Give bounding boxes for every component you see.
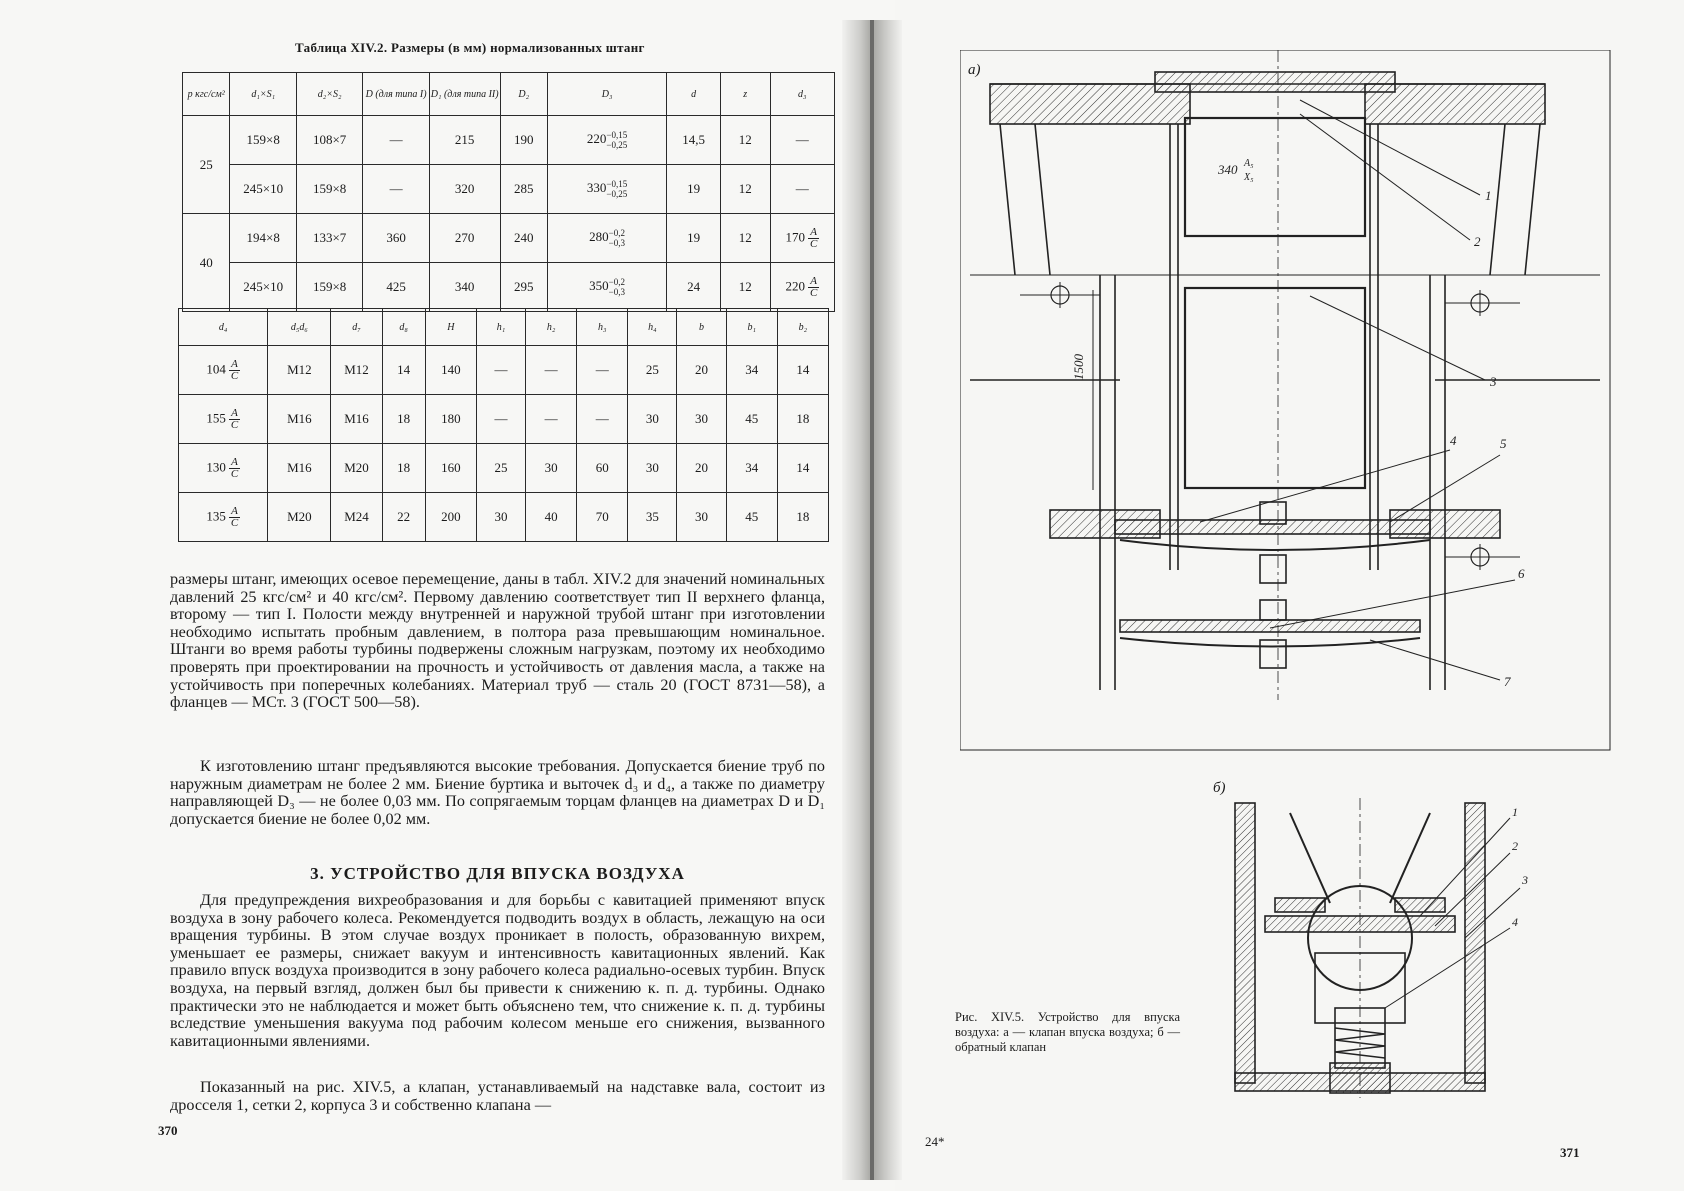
table-cell: 25: [476, 444, 525, 493]
section-heading: 3. УСТРОЙСТВО ДЛЯ ВПУСКА ВОЗДУХА: [310, 864, 685, 883]
tolerance-base: 220: [586, 130, 607, 146]
table-cell: 12: [720, 116, 770, 165]
table-cell: 19: [667, 214, 721, 263]
figure-caption: Рис. XIV.5. Устройство для впуска воздуха: а — клапан впуска воздуха; б — обратный клапан: [955, 1010, 1180, 1054]
page-number: 370: [158, 1123, 178, 1138]
fit-denominator: C: [809, 237, 818, 250]
callout-number: 6: [1518, 566, 1525, 581]
fit-denominator: C: [230, 467, 239, 480]
table-cell: 190: [500, 116, 547, 165]
table-cell: M20: [268, 493, 331, 542]
fit-cell: [770, 214, 834, 263]
fit-label-number: 340: [1218, 162, 1238, 177]
table-cell: —: [577, 346, 628, 395]
table-cell: 35: [628, 493, 677, 542]
tolerance-base: 280: [589, 228, 609, 244]
table-cell: —: [363, 165, 429, 214]
fit-cell: [770, 263, 834, 312]
callout-number: 2: [1512, 839, 1518, 853]
table-cell: 320: [429, 165, 500, 214]
fit-numerator: A: [231, 455, 238, 468]
table-cell: 140: [425, 346, 476, 395]
table-header-cell: d₁×S₁: [230, 73, 296, 116]
callout-number: 5: [1500, 436, 1507, 451]
tolerance-upper: −0,15: [606, 130, 628, 140]
table-cell: 70: [577, 493, 628, 542]
table-cell: 34: [726, 346, 777, 395]
table-cell: 270: [429, 214, 500, 263]
table-header-cell: z: [720, 73, 770, 116]
table-cell: 25: [628, 346, 677, 395]
fit-value: 155: [206, 409, 226, 425]
table-header-cell: d₅d₆: [268, 309, 331, 346]
table-cell: M12: [268, 346, 331, 395]
table-cell: 30: [677, 493, 726, 542]
table-cell: 12: [720, 263, 770, 312]
fit-cell: [179, 493, 268, 542]
valve-assembly-drawing: [960, 50, 1620, 770]
fit-label-top: A₅: [1244, 158, 1254, 169]
table-cell: 14: [777, 444, 828, 493]
table-cell: M20: [331, 444, 382, 493]
table-cell: —: [770, 165, 834, 214]
callout-number: 3: [1490, 374, 1497, 389]
table-cell: M16: [331, 395, 382, 444]
dimension-label: 1500: [1071, 354, 1086, 380]
table-cell: 30: [476, 493, 525, 542]
table-row: [179, 493, 829, 542]
tolerance-lower: −0,25: [606, 140, 628, 150]
fit-value: 104: [206, 360, 226, 376]
table-header-row: [179, 309, 829, 346]
table-cell: —: [476, 395, 525, 444]
tolerance-base: 350: [589, 277, 609, 293]
table-cell: 19: [667, 165, 721, 214]
fit-value: 170: [785, 228, 806, 244]
fit-denominator: C: [230, 418, 239, 431]
table-header-cell: d₇: [331, 309, 382, 346]
table-cell: —: [577, 395, 628, 444]
callout-number: 4: [1450, 433, 1457, 448]
table-cell: 14,5: [667, 116, 721, 165]
table-cell: 425: [363, 263, 429, 312]
spine-shadow: [870, 20, 874, 1180]
callout-number: 1: [1512, 805, 1518, 819]
table-cell: 40: [526, 493, 577, 542]
fit-cell: [179, 346, 268, 395]
table-cell: 45: [726, 493, 777, 542]
tolerance-base: 330: [586, 179, 607, 195]
table-cell: 159×8: [296, 263, 362, 312]
table-header-cell: h₄: [628, 309, 677, 346]
dimensions-table-lower: [178, 308, 829, 542]
tolerance-upper: −0,2: [608, 277, 625, 287]
table-cell: M12: [331, 346, 382, 395]
table-cell: 245×10: [230, 263, 296, 312]
tolerance-cell: [547, 263, 666, 312]
signature-mark: 24*: [925, 1134, 945, 1149]
book-gutter: [842, 20, 902, 1180]
tolerance-cell: [547, 214, 666, 263]
table-cell: 45: [726, 395, 777, 444]
table-cell: 215: [429, 116, 500, 165]
table-header-row: [183, 73, 835, 116]
tolerance-cell: [547, 116, 666, 165]
table-cell: 360: [363, 214, 429, 263]
table-header-cell: b₁: [726, 309, 777, 346]
table-caption: Таблица XIV.2. Размеры (в мм) нормализованных штанг: [295, 40, 645, 55]
table-header-cell: D (для типа I): [363, 73, 429, 116]
pressure-cell: 25: [183, 116, 230, 214]
callout-number: 3: [1522, 873, 1528, 887]
table-cell: —: [363, 116, 429, 165]
fit-value: 130: [206, 458, 226, 474]
table-cell: M16: [268, 395, 331, 444]
table-header-cell: d₂×S₂: [296, 73, 362, 116]
body-paragraph: Показанный на рис. XIV.5, а клапан, устанавливаемый на надставке вала, состоит из дросселя 1, сетки 2, корпуса 3 и собственно клапана —: [170, 1078, 825, 1114]
callout-number: 7: [1504, 674, 1511, 689]
table-cell: 30: [628, 444, 677, 493]
table-cell: 295: [500, 263, 547, 312]
table-cell: 240: [500, 214, 547, 263]
table-cell: 12: [720, 165, 770, 214]
table-cell: 194×8: [230, 214, 296, 263]
figure-label-a: а): [968, 62, 981, 78]
tolerance-upper: −0,2: [608, 228, 625, 238]
table-row: [183, 263, 835, 312]
fit-label-bottom: X₅: [1244, 172, 1254, 183]
table-cell: 18: [777, 493, 828, 542]
table-cell: 18: [777, 395, 828, 444]
figure-label-b: б): [1213, 780, 1226, 796]
table-header-cell: d₈: [382, 309, 425, 346]
table-cell: 133×7: [296, 214, 362, 263]
table-cell: 30: [526, 444, 577, 493]
table-header-cell: h₃: [577, 309, 628, 346]
table-header-cell: h₂: [526, 309, 577, 346]
table-cell: —: [476, 346, 525, 395]
table-header-cell: d: [667, 73, 721, 116]
table-cell: 20: [677, 346, 726, 395]
table-cell: 108×7: [296, 116, 362, 165]
table-cell: M24: [331, 493, 382, 542]
callout-number: 1: [1485, 188, 1492, 203]
table-cell: 22: [382, 493, 425, 542]
table-header-cell: h₁: [476, 309, 525, 346]
table-row: [179, 444, 829, 493]
table-cell: 34: [726, 444, 777, 493]
fit-numerator: A: [231, 504, 238, 517]
table-cell: —: [526, 395, 577, 444]
check-valve-drawing: [1220, 798, 1550, 1108]
table-cell: 14: [382, 346, 425, 395]
table-cell: 245×10: [230, 165, 296, 214]
table-cell: 200: [425, 493, 476, 542]
table-cell: 285: [500, 165, 547, 214]
table-row: [183, 165, 835, 214]
fit-cell: [179, 395, 268, 444]
fit-numerator: A: [231, 357, 238, 370]
table-header-cell: H: [425, 309, 476, 346]
fit-denominator: C: [809, 286, 818, 299]
table-row: [183, 214, 835, 263]
table-cell: 24: [667, 263, 721, 312]
table-cell: 30: [628, 395, 677, 444]
table-header-cell: D₂: [500, 73, 547, 116]
fit-numerator: A: [231, 406, 238, 419]
fit-denominator: C: [230, 369, 239, 382]
table-cell: —: [770, 116, 834, 165]
callout-number: 2: [1474, 234, 1481, 249]
fit-cell: [179, 444, 268, 493]
fit-value: 135: [206, 507, 226, 523]
tolerance-lower: −0,25: [606, 189, 628, 199]
body-paragraph: размеры штанг, имеющих осевое перемещение, даны в табл. XIV.2 для значений номинальных давлений 25 кгс/см² и 40 кгс/см². Первому давлению соответствует тип II верхнего фланца, второму — тип I. Полости между внутренней и наружной трубой штанг при изготовлении необходимо испытать пробным давлением, в полтора раза превышающим номинальное. Штанги во время работы турбины подвержены сложным нагрузкам, поэтому их необходимо проверять при проектировании на прочность и устойчивость от давления масла, а также на устойчивость при поперечных колебаниях. Материал труб — сталь 20 (ГОСТ 8731—58), а фланцев — МСт. 3 (ГОСТ 500—58).: [170, 570, 825, 712]
table-row: [179, 346, 829, 395]
body-paragraph: К изготовлению штанг предъявляются высокие требования. Допускается биение труб по наружным диаметрам не более 2 мм. Биение буртика и выточек d₃ и d₄, а также по диаметру направляющей D₃ — не более 0,03 мм. По сопрягаемым торцам фланцев на диаметрах D и D₁ допускается биение не более 0,02 мм.: [170, 757, 825, 828]
fit-numerator: A: [810, 225, 818, 238]
tolerance-lower: −0,3: [608, 287, 625, 297]
table-cell: 160: [425, 444, 476, 493]
table-header-cell: d₃: [770, 73, 834, 116]
callout-number: 4: [1512, 915, 1518, 929]
dimensions-table-upper: [182, 72, 835, 312]
table-header-cell: p кгс/см²: [183, 73, 230, 116]
table-header-cell: D₃: [547, 73, 666, 116]
table-cell: 180: [425, 395, 476, 444]
table-row: [183, 116, 835, 165]
pressure-cell: 40: [183, 214, 230, 312]
table-cell: 340: [429, 263, 500, 312]
table-header-cell: d₄: [179, 309, 268, 346]
table-header-cell: D₁ (для типа II): [429, 73, 500, 116]
table-row: [179, 395, 829, 444]
fit-denominator: C: [230, 516, 239, 529]
tolerance-upper: −0,15: [606, 179, 628, 189]
fit-numerator: A: [810, 274, 818, 287]
table-cell: M16: [268, 444, 331, 493]
body-paragraph: Для предупреждения вихреобразования и для борьбы с кавитацией применяют впуск воздуха в зону рабочего колеса. Рекомендуется подводить воздух в область, лежащую на оси вращения турбины. В этом случае воздух проникает в полость, образованную вихрем, уменьшает ее размеры, снижает вакуум и интенсивность кавитационных явлений. Как правило впуск воздуха производится в зону рабочего колеса радиально-осевых турбин. Впуск воздуха, на первый взгляд, должен был бы привести к снижению к. п. д. турбины. Однако практически это не наблюдается и может быть объяснено тем, что снижение к. п. д. турбины вследствие уменьшения вакуума под рабочим колесом меньше его снижения, вызванного кавитационными явлениями.: [170, 891, 825, 1050]
tolerance-cell: [547, 165, 666, 214]
table-header-cell: b: [677, 309, 726, 346]
table-cell: 159×8: [296, 165, 362, 214]
table-cell: 18: [382, 395, 425, 444]
table-header-cell: b₂: [777, 309, 828, 346]
table-cell: 159×8: [230, 116, 296, 165]
table-cell: 30: [677, 395, 726, 444]
table-cell: 14: [777, 346, 828, 395]
tolerance-lower: −0,3: [608, 238, 625, 248]
fit-value: 220: [785, 277, 806, 293]
table-cell: 20: [677, 444, 726, 493]
table-cell: 12: [720, 214, 770, 263]
table-cell: —: [526, 346, 577, 395]
page-number: 371: [1560, 1145, 1580, 1160]
table-cell: 18: [382, 444, 425, 493]
table-cell: 60: [577, 444, 628, 493]
